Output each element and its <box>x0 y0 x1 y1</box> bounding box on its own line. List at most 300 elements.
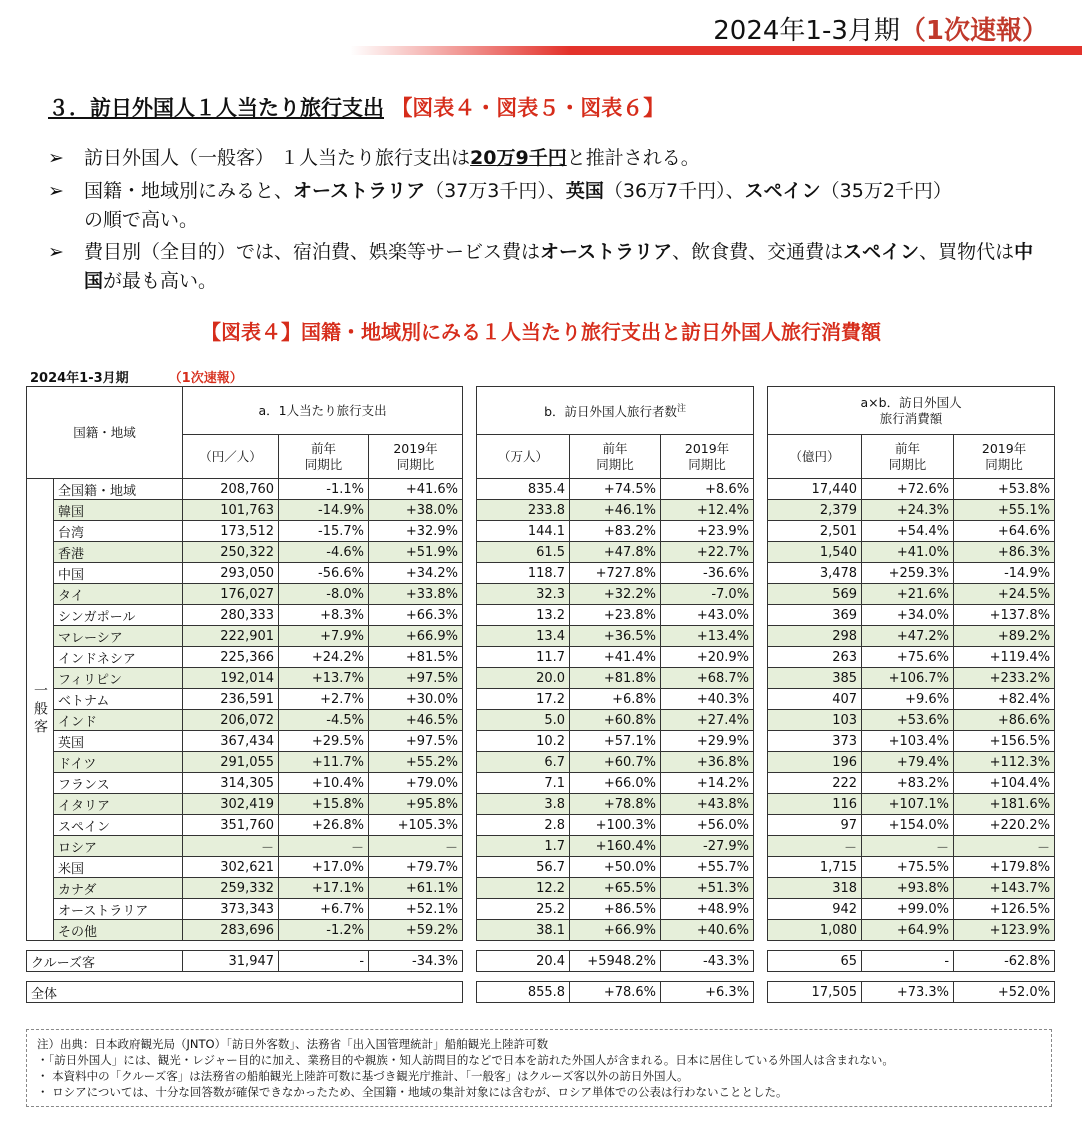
cell-c: 97 <box>768 815 862 836</box>
cell-a1: +11.7% <box>279 752 369 773</box>
cell-b1: +32.2% <box>570 584 661 605</box>
cell-c2: － <box>954 836 1055 857</box>
region-name: クルーズ客 <box>27 951 183 972</box>
cell-a2: +41.6% <box>369 479 463 500</box>
cell-c: 65 <box>768 951 862 972</box>
cell-b: 11.7 <box>477 647 570 668</box>
region-name: タイ <box>54 584 183 605</box>
region-name: ドイツ <box>54 752 183 773</box>
cell-b1: +86.5% <box>570 899 661 920</box>
cell-c2: +104.4% <box>954 773 1055 794</box>
unit-a: （円／人） <box>183 435 279 479</box>
cell-b: 25.2 <box>477 899 570 920</box>
cell-c1: +34.0% <box>862 605 954 626</box>
cell-a2: +79.7% <box>369 857 463 878</box>
cell-a1: +2.7% <box>279 689 369 710</box>
cell-b1: +47.8% <box>570 542 661 563</box>
cell-a2: +38.0% <box>369 500 463 521</box>
cell-b: 61.5 <box>477 542 570 563</box>
header-yoy-1: 前年 <box>895 440 921 456</box>
cell-b: 20.4 <box>477 951 570 972</box>
cell-b2: +55.7% <box>661 857 754 878</box>
cell-c1: +93.8% <box>862 878 954 899</box>
table-row <box>27 668 1055 689</box>
cell-a2: +51.9% <box>369 542 463 563</box>
cell-c1: +75.6% <box>862 647 954 668</box>
bullet-text: 国籍・地域別にみると、 <box>84 180 294 202</box>
header-yoy <box>570 435 661 479</box>
cell-a1: +29.5% <box>279 731 369 752</box>
table-row <box>27 710 1055 731</box>
cell-a2: +52.1% <box>369 899 463 920</box>
cell-b: 118.7 <box>477 563 570 584</box>
cell-b: 855.8 <box>477 982 570 1003</box>
cell-b1: +100.3% <box>570 815 661 836</box>
header-2019-1: 2019年 <box>684 440 730 456</box>
bullet-2 <box>48 177 1048 235</box>
cell-c2: +86.6% <box>954 710 1055 731</box>
cell-c2: +86.3% <box>954 542 1055 563</box>
cruise-row <box>27 951 1055 972</box>
cell-a1: -15.7% <box>279 521 369 542</box>
region-name: 韓国 <box>54 500 183 521</box>
cell-a2: +33.8% <box>369 584 463 605</box>
cell-b2: +6.3% <box>661 982 754 1003</box>
cell-c: 222 <box>768 773 862 794</box>
cell-a1: +8.3% <box>279 605 369 626</box>
header-tag: （1次速報） <box>899 16 1048 46</box>
cell-c: 17,440 <box>768 479 862 500</box>
cell-c: 942 <box>768 899 862 920</box>
cell-a2: +105.3% <box>369 815 463 836</box>
cell-a1: +26.8% <box>279 815 369 836</box>
header-period: 2024年1-3月期 <box>713 16 900 46</box>
cell-c1: +259.3% <box>862 563 954 584</box>
table-row <box>27 542 1055 563</box>
region-name: 台湾 <box>54 521 183 542</box>
page-header <box>713 10 1048 47</box>
cell-b2: +12.4% <box>661 500 754 521</box>
cell-a2: +32.9% <box>369 521 463 542</box>
cell-b1: +78.6% <box>570 982 661 1003</box>
header-yoy-1: 前年 <box>602 440 628 456</box>
cell-c1: +103.4% <box>862 731 954 752</box>
header-yoy <box>279 435 369 479</box>
cell-b: 17.2 <box>477 689 570 710</box>
cell-b1: +41.4% <box>570 647 661 668</box>
cell-b: 144.1 <box>477 521 570 542</box>
cell-c2: +156.5% <box>954 731 1055 752</box>
cell-a: 259,332 <box>183 878 279 899</box>
cell-b2: +40.3% <box>661 689 754 710</box>
cell-b: 12.2 <box>477 878 570 899</box>
table-row <box>27 521 1055 542</box>
cell-a: 302,621 <box>183 857 279 878</box>
cell-c1: +41.0% <box>862 542 954 563</box>
cell-a1: － <box>279 836 369 857</box>
bullet-text: （37万3千円）、 <box>425 180 566 202</box>
header-2019-2: 同期比 <box>396 456 435 472</box>
notes-box <box>26 1029 1052 1107</box>
cell-b2: -27.9% <box>661 836 754 857</box>
table-row <box>27 647 1055 668</box>
cell-c: 385 <box>768 668 862 689</box>
cell-c1: +75.5% <box>862 857 954 878</box>
cell-b1: +36.5% <box>570 626 661 647</box>
cell-c: － <box>768 836 862 857</box>
cell-c: 1,540 <box>768 542 862 563</box>
header-yoy-2: 同期比 <box>304 456 343 472</box>
cell-b1: +5948.2% <box>570 951 661 972</box>
cell-c2: +181.6% <box>954 794 1055 815</box>
cell-c: 2,379 <box>768 500 862 521</box>
section-heading <box>48 92 664 122</box>
cell-c2: +82.4% <box>954 689 1055 710</box>
cell-b2: -36.6% <box>661 563 754 584</box>
unit-ab: （億円） <box>768 435 862 479</box>
arrow-icon: ➢ <box>48 241 64 263</box>
region-name: フランス <box>54 773 183 794</box>
bullet-text: の順で高い。 <box>84 209 199 231</box>
cell-b: 20.0 <box>477 668 570 689</box>
cell-b2: +22.7% <box>661 542 754 563</box>
cell-b1: +65.5% <box>570 878 661 899</box>
cell-a: 192,014 <box>183 668 279 689</box>
cell-b2: -43.3% <box>661 951 754 972</box>
cell-c2: +126.5% <box>954 899 1055 920</box>
cell-a: 225,366 <box>183 647 279 668</box>
cell-c: 298 <box>768 626 862 647</box>
section-number: ３． <box>48 96 90 120</box>
note-line: ・ 本資料中の「クルーズ客」は法務省の船舶観光上陸許可数に基づき観光庁推計、「一般客」はクルーズ客以外の訪日外国人。 <box>37 1069 689 1083</box>
cell-b1: +23.8% <box>570 605 661 626</box>
cell-b2: +40.6% <box>661 920 754 941</box>
section-ref: 【図表４・図表５・図表６】 <box>391 96 665 120</box>
cell-c1: +47.2% <box>862 626 954 647</box>
cell-a: 293,050 <box>183 563 279 584</box>
region-name: その他 <box>54 920 183 941</box>
cell-c: 373 <box>768 731 862 752</box>
cell-c1: +64.9% <box>862 920 954 941</box>
cell-b2: +29.9% <box>661 731 754 752</box>
cell-b: 5.0 <box>477 710 570 731</box>
cell-b: 3.8 <box>477 794 570 815</box>
cell-a1: - <box>279 951 369 972</box>
cell-c: 407 <box>768 689 862 710</box>
header-2019-2: 同期比 <box>688 456 726 472</box>
cell-a: 222,901 <box>183 626 279 647</box>
bullet-emph: 英国 <box>565 180 604 202</box>
header-yoy-1: 前年 <box>311 440 337 456</box>
cell-b: 13.4 <box>477 626 570 647</box>
table-row <box>27 920 1055 941</box>
cell-c2: +55.1% <box>954 500 1055 521</box>
cell-b2: +23.9% <box>661 521 754 542</box>
cell-b: 233.8 <box>477 500 570 521</box>
table-row <box>27 563 1055 584</box>
table-row <box>27 731 1055 752</box>
note-line: ・「訪日外国人」には、観光・レジャー目的に加え、業務目的や親族・知人訪問目的などで日本を訪れた外国人が含まれる。日本に居住している外国人は含まれない。 <box>37 1053 894 1067</box>
header-ab-line2: 旅行消費額 <box>879 410 943 426</box>
region-name: カナダ <box>54 878 183 899</box>
cell-c: 369 <box>768 605 862 626</box>
cell-c: 2,501 <box>768 521 862 542</box>
cell-b: 7.1 <box>477 773 570 794</box>
table-row <box>27 815 1055 836</box>
region-name: シンガポール <box>54 605 183 626</box>
cell-a1: +10.4% <box>279 773 369 794</box>
section-title: 訪日外国人１人当たり旅行支出 <box>90 96 384 120</box>
cell-a: 173,512 <box>183 521 279 542</box>
bullet-emph: 中国 <box>84 241 1034 292</box>
cell-a: 283,696 <box>183 920 279 941</box>
cell-b2: +51.3% <box>661 878 754 899</box>
cell-c2: +123.9% <box>954 920 1055 941</box>
table-row <box>27 752 1055 773</box>
cell-a1: -14.9% <box>279 500 369 521</box>
cell-a: 250,322 <box>183 542 279 563</box>
region-name: 全国籍・地域 <box>54 479 183 500</box>
region-name: インドネシア <box>54 647 183 668</box>
region-name: イタリア <box>54 794 183 815</box>
header-2019-1: 2019年 <box>393 440 438 456</box>
region-name: インド <box>54 710 183 731</box>
cell-c2: +52.0% <box>954 982 1055 1003</box>
header-yoy <box>862 435 954 479</box>
cell-b2: +14.2% <box>661 773 754 794</box>
cell-b2: -7.0% <box>661 584 754 605</box>
cell-a1: +17.0% <box>279 857 369 878</box>
cell-a: 351,760 <box>183 815 279 836</box>
cell-b2: +13.4% <box>661 626 754 647</box>
cell-a2: － <box>369 836 463 857</box>
cell-a: 101,763 <box>183 500 279 521</box>
header-yoy-2: 同期比 <box>596 456 634 472</box>
arrow-icon: ➢ <box>48 147 64 169</box>
bullet-1 <box>48 144 1048 173</box>
region-name: ベトナム <box>54 689 183 710</box>
table-row <box>27 479 1055 500</box>
table-row <box>27 605 1055 626</box>
region-name: オーストラリア <box>54 899 183 920</box>
cell-b2: +48.9% <box>661 899 754 920</box>
header-ab-line1: a×b．訪日外国人 <box>860 394 962 410</box>
cell-c1: +72.6% <box>862 479 954 500</box>
cell-a: 291,055 <box>183 752 279 773</box>
cell-b2: +36.8% <box>661 752 754 773</box>
cell-c: 1,080 <box>768 920 862 941</box>
cell-b1: +6.8% <box>570 689 661 710</box>
cell-c2: -14.9% <box>954 563 1055 584</box>
cell-b2: +68.7% <box>661 668 754 689</box>
cell-a1: +24.2% <box>279 647 369 668</box>
cell-c1: +107.1% <box>862 794 954 815</box>
cell-a1: +6.7% <box>279 899 369 920</box>
region-name: 香港 <box>54 542 183 563</box>
cell-b: 32.3 <box>477 584 570 605</box>
cell-a1: +15.8% <box>279 794 369 815</box>
cell-c: 196 <box>768 752 862 773</box>
total-row <box>27 982 1055 1003</box>
cell-c2: +53.8% <box>954 479 1055 500</box>
cell-a2: +79.0% <box>369 773 463 794</box>
bullet-emph: オーストラリア <box>540 241 673 263</box>
bullet-text: が最も高い。 <box>103 270 218 292</box>
cell-b1: +60.8% <box>570 710 661 731</box>
cell-c2: +143.7% <box>954 878 1055 899</box>
general-visitors-label: 一般客 <box>27 479 54 941</box>
cell-c1: +73.3% <box>862 982 954 1003</box>
table-row <box>27 773 1055 794</box>
cell-a: － <box>183 836 279 857</box>
cell-c2: +89.2% <box>954 626 1055 647</box>
cell-a2: +30.0% <box>369 689 463 710</box>
table-row <box>27 626 1055 647</box>
bullet-text: 、買物代は <box>919 241 1015 263</box>
region-name: ロシア <box>54 836 183 857</box>
cell-b2: +43.8% <box>661 794 754 815</box>
cell-b: 10.2 <box>477 731 570 752</box>
cell-c1: +79.4% <box>862 752 954 773</box>
cell-a2: +95.8% <box>369 794 463 815</box>
cell-b: 1.7 <box>477 836 570 857</box>
unit-b: （万人） <box>477 435 570 479</box>
cell-c1: +9.6% <box>862 689 954 710</box>
cell-b: 38.1 <box>477 920 570 941</box>
figure-title: 【図表４】国籍・地域別にみる１人当たり旅行支出と訪日外国人旅行消費額 <box>201 320 881 344</box>
cell-c1: +21.6% <box>862 584 954 605</box>
cell-a2: +81.5% <box>369 647 463 668</box>
cell-b1: +78.8% <box>570 794 661 815</box>
note-line: 注）出典：日本政府観光局（JNTO）「訪日外客数」、法務省「出入国管理統計」船舶観光上陸許可数 <box>37 1037 549 1051</box>
region-name: 英国 <box>54 731 183 752</box>
cell-a1: +13.7% <box>279 668 369 689</box>
cell-a: 302,419 <box>183 794 279 815</box>
cell-c2: +137.8% <box>954 605 1055 626</box>
cell-b1: +46.1% <box>570 500 661 521</box>
cell-b1: +66.0% <box>570 773 661 794</box>
cell-c2: -62.8% <box>954 951 1055 972</box>
cell-a2: -34.3% <box>369 951 463 972</box>
cell-a1: +7.9% <box>279 626 369 647</box>
cell-c1: +83.2% <box>862 773 954 794</box>
cell-a: 373,343 <box>183 899 279 920</box>
cell-c: 103 <box>768 710 862 731</box>
table-row <box>27 794 1055 815</box>
bullet-emph: スペイン <box>744 180 821 202</box>
table-row <box>27 836 1055 857</box>
cell-c: 318 <box>768 878 862 899</box>
bullet-text: 、飲食費、交通費は <box>672 241 844 263</box>
bullet-emph: オーストラリア <box>293 180 426 202</box>
cell-c2: +119.4% <box>954 647 1055 668</box>
header-2019-1: 2019年 <box>981 440 1027 456</box>
cell-c1: +53.6% <box>862 710 954 731</box>
data-table <box>26 386 1055 1003</box>
cell-a: 367,434 <box>183 731 279 752</box>
header-2019 <box>369 435 463 479</box>
region-name: 中国 <box>54 563 183 584</box>
cell-a: 236,591 <box>183 689 279 710</box>
table-row <box>27 584 1055 605</box>
cell-a: 31,947 <box>183 951 279 972</box>
cell-b1: +57.1% <box>570 731 661 752</box>
cell-b: 6.7 <box>477 752 570 773</box>
cell-b1: +160.4% <box>570 836 661 857</box>
cell-c1: +99.0% <box>862 899 954 920</box>
header-red-line <box>350 46 1082 55</box>
cell-c2: +233.2% <box>954 668 1055 689</box>
bullet-3 <box>48 238 1048 296</box>
bullet-emph: 20万9千円 <box>470 147 567 169</box>
cell-b1: +60.7% <box>570 752 661 773</box>
cell-b2: +20.9% <box>661 647 754 668</box>
header-b <box>477 387 754 435</box>
cell-c: 17,505 <box>768 982 862 1003</box>
header-region: 国籍・地域 <box>27 387 183 479</box>
cell-b: 56.7 <box>477 857 570 878</box>
arrow-icon: ➢ <box>48 180 64 202</box>
cell-c1: +24.3% <box>862 500 954 521</box>
period-label: 2024年1-3月期 <box>30 371 129 386</box>
cell-c1: +106.7% <box>862 668 954 689</box>
cell-a1: -1.2% <box>279 920 369 941</box>
table-row <box>27 689 1055 710</box>
header-2019-2: 同期比 <box>985 456 1023 472</box>
cell-a2: +61.1% <box>369 878 463 899</box>
header-2019 <box>954 435 1055 479</box>
bullet-text: （35万2千円） <box>820 180 952 202</box>
cell-a2: +66.9% <box>369 626 463 647</box>
cell-a1: -1.1% <box>279 479 369 500</box>
cell-a2: +59.2% <box>369 920 463 941</box>
cell-a2: +97.5% <box>369 731 463 752</box>
cell-b1: +727.8% <box>570 563 661 584</box>
cell-b: 2.8 <box>477 815 570 836</box>
cell-a: 176,027 <box>183 584 279 605</box>
table-row <box>27 878 1055 899</box>
cell-a2: +97.5% <box>369 668 463 689</box>
cell-c1: +54.4% <box>862 521 954 542</box>
region-name: 全体 <box>27 982 463 1003</box>
cell-a2: +34.2% <box>369 563 463 584</box>
cell-a: 208,760 <box>183 479 279 500</box>
note-line: ・ ロシアについては、十分な回答数が確保できなかったため、全国籍・地域の集計対象には含むが、ロシア単体での公表は行わないこととした。 <box>37 1085 788 1099</box>
cell-c1: +154.0% <box>862 815 954 836</box>
region-name: マレーシア <box>54 626 183 647</box>
cell-c2: +24.5% <box>954 584 1055 605</box>
cell-b2: +27.4% <box>661 710 754 731</box>
header-a: a．1人当たり旅行支出 <box>183 387 463 435</box>
cell-b1: +66.9% <box>570 920 661 941</box>
cell-c1: － <box>862 836 954 857</box>
bullet-text: 訪日外国人（一般客） １人当たり旅行支出は <box>84 147 471 169</box>
cell-a2: +46.5% <box>369 710 463 731</box>
bullet-text: （36万7千円）、 <box>603 180 745 202</box>
cell-b1: +50.0% <box>570 857 661 878</box>
cell-c: 569 <box>768 584 862 605</box>
cell-a: 314,305 <box>183 773 279 794</box>
cell-a: 280,333 <box>183 605 279 626</box>
bullet-text: と推計される。 <box>566 147 700 169</box>
cell-c2: +112.3% <box>954 752 1055 773</box>
cell-b: 13.2 <box>477 605 570 626</box>
table-period <box>30 367 243 386</box>
header-b-text: b．訪日外国人旅行者数 <box>544 404 677 420</box>
cell-a1: -56.6% <box>279 563 369 584</box>
cell-b: 835.4 <box>477 479 570 500</box>
bullet-emph: スペイン <box>843 241 920 263</box>
